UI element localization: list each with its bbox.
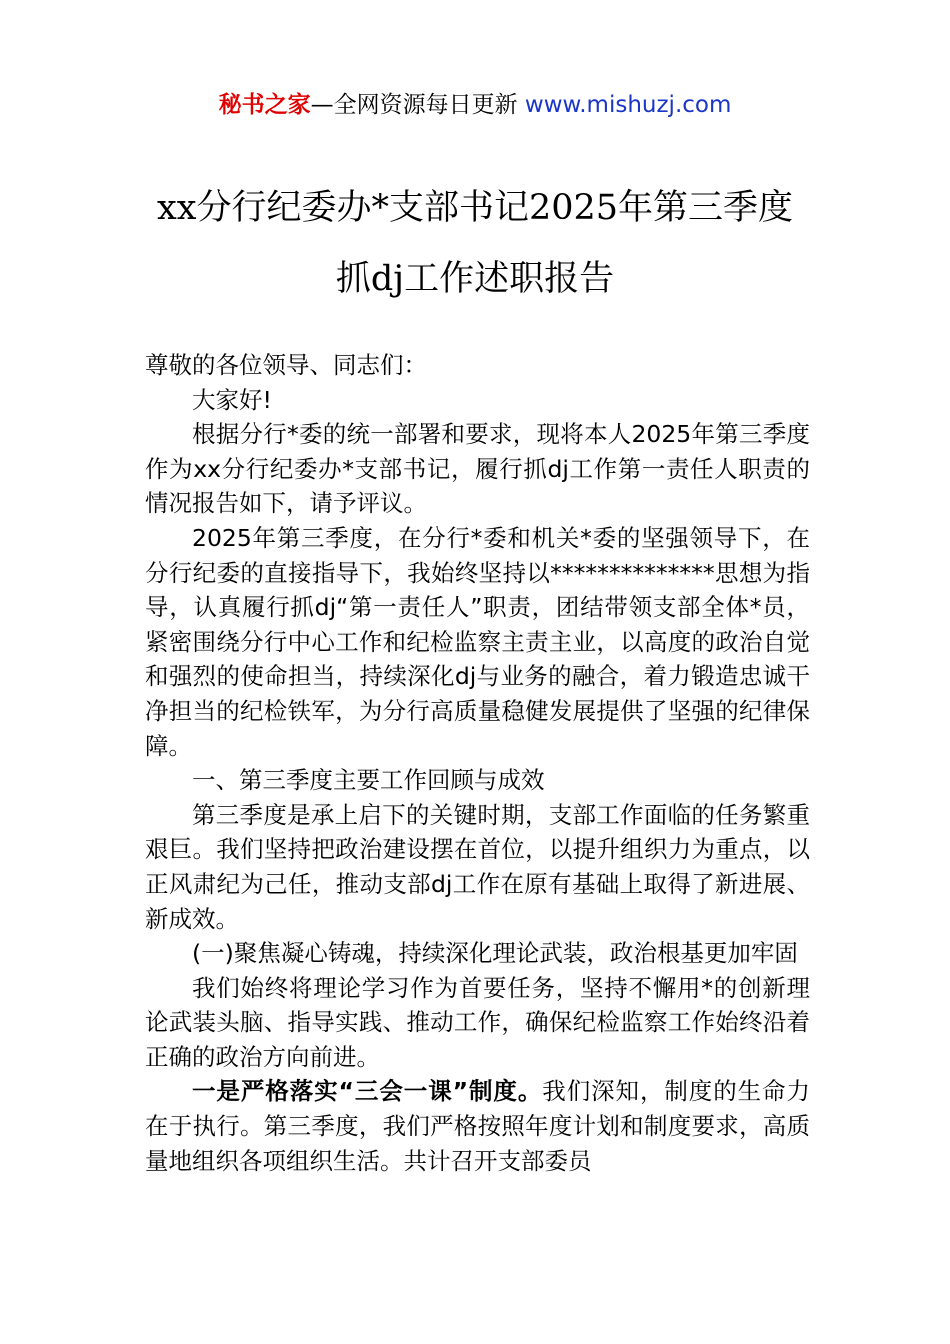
brand-name: 秘书之家 — [218, 92, 311, 118]
salutation: 尊敬的各位领导、同志们： — [145, 351, 427, 379]
document-title-line-2: 抓dj工作述职报告 — [335, 259, 615, 299]
paragraph-intro: 根据分行*委的统一部署和要求，现将本人2025年第三季度作为xx分行纪委办*支部书记，履行抓dj工作第一责任人职责的情况报告如下，请予评议。 — [145, 420, 810, 518]
paragraph-section-1: 第三季度是承上启下的关键时期，支部工作面临的任务繁重艰巨。我们坚持把政治建设摆在首位，以提升组织力为重点，以正风肃纪为己任，推动支部dj工作在原有基础上取得了新进展、新成效。 — [145, 800, 810, 933]
document-body — [145, 348, 810, 1178]
paragraph-three-meetings — [145, 1074, 810, 1178]
paragraph-theory: 我们始终将理论学习作为首要任务，坚持不懈用*的创新理论武装头脑、指导实践、推动工作，确保纪检监察工作始终沿着正确的政治方向前进。 — [145, 973, 810, 1071]
paragraph-three-meetings-text: 我们深知，制度的生命力在于执行。第三季度，我们严格按照年度计划和制度要求，高质量地组织各项组织生活。共计召开支部委员 — [145, 1077, 811, 1175]
header-tagline: —全网资源每日更新 — [310, 92, 525, 118]
document-title-line-1: xx分行纪委办*支部书记2025年第三季度 — [156, 188, 794, 228]
greeting: 大家好! — [192, 385, 272, 414]
paragraph-overview: 2025年第三季度，在分行*委和机关*委的坚强领导下，在分行纪委的直接指导下，我始终坚持以**************思想为指导，认真履行抓dj“第一责任人”职责，团结带领支部全体*员，紧密围绕分行中心工作和纪检监察主责主业，以高度的政治自觉和强烈的使命担当，持续深化dj与业务的融合，着力锻造忠诚干净担当的纪检铁军，为分行高质量稳健发展提供了坚强的纪律保障。 — [145, 523, 810, 760]
section-heading-1: 一、第三季度主要工作回顾与成效 — [192, 766, 545, 795]
site-url-link[interactable]: www.mishuzj.com — [524, 92, 732, 118]
subsection-heading-1: (一)聚焦凝心铸魂，持续深化理论武装，政治根基更加牢固 — [192, 939, 798, 968]
site-header — [0, 88, 950, 122]
bold-lead-phrase: 一是严格落实“三会一课”制度。 — [192, 1077, 543, 1106]
